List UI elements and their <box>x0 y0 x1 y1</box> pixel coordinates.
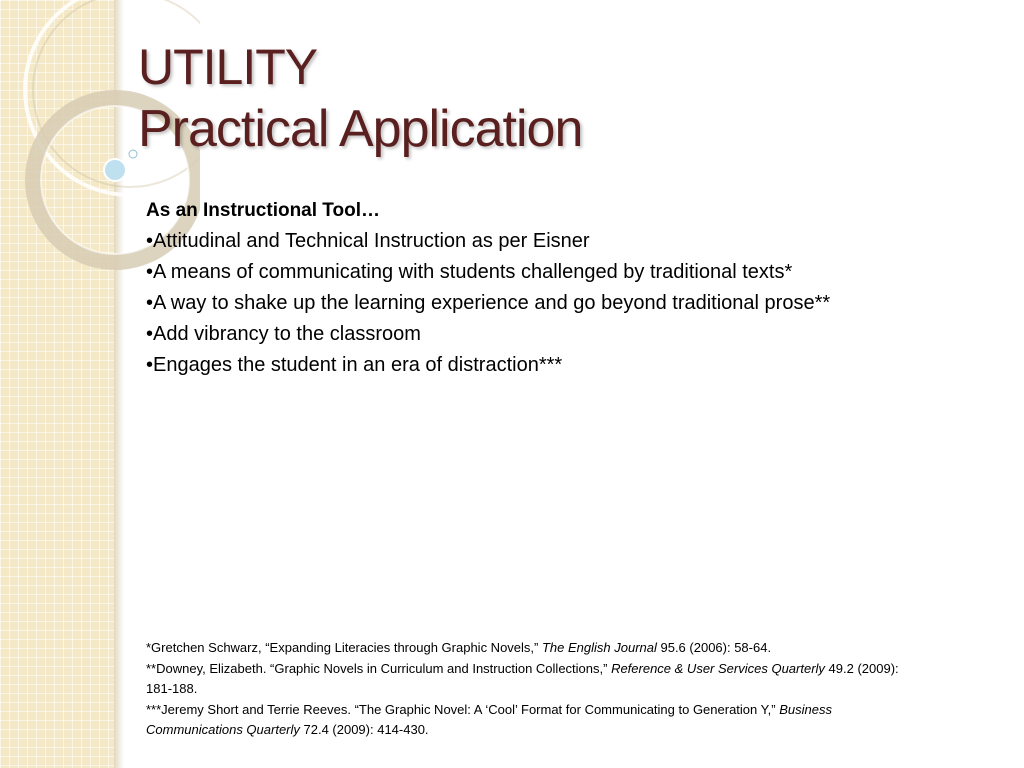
footnote-schwarz <box>146 638 906 659</box>
bullet-list <box>146 226 986 381</box>
footnote-citation: 72.4 (2009): 414-430. <box>299 722 429 737</box>
bullet-item: •A way to shake up the learning experience and go beyond traditional prose** <box>146 292 831 314</box>
section-heading: As an Instructional Tool… <box>146 200 380 221</box>
footnote-citation: 49.2 (2009): 181-188. <box>146 660 899 696</box>
footnote-text: *Gretchen Schwarz, “Expanding Literacies through Graphic Novels,” <box>146 640 542 655</box>
footnote-text: **Downey, Elizabeth. “Graphic Novels in Curriculum and Instruction Collections,” <box>146 660 612 676</box>
title-line-practical-application: Practical Application <box>138 99 583 158</box>
footnote-short-reeves <box>146 700 906 741</box>
slide-title <box>138 36 582 162</box>
accent-bubble-large <box>104 159 126 181</box>
footnote-downey <box>146 659 906 700</box>
slide-body <box>146 196 986 381</box>
accent-bubble-small <box>129 150 137 158</box>
bullet-item: •Add vibrancy to the classroom <box>146 323 421 345</box>
bullet-item: •Attitudinal and Technical Instruction as per Eisner <box>146 230 590 252</box>
footnote-journal: Business Communications Quarterly <box>146 701 832 737</box>
bullet-item: •Engages the student in an era of distraction*** <box>146 354 563 376</box>
footnote-journal: Reference & User Services Quarterly <box>611 660 825 676</box>
title-line-utility: UTILITY <box>138 39 318 95</box>
footnote-journal: The English Journal <box>541 640 657 655</box>
footnote-citation: 95.6 (2006): 58-64. <box>656 640 772 655</box>
footnotes <box>146 638 906 741</box>
footnote-text: ***Jeremy Short and Terrie Reeves. “The Graphic Novel: A ‘Cool’ Format for Communicating to Generation Y,” <box>146 701 780 717</box>
bullet-item: •A means of communicating with students challenged by traditional texts* <box>146 261 793 283</box>
